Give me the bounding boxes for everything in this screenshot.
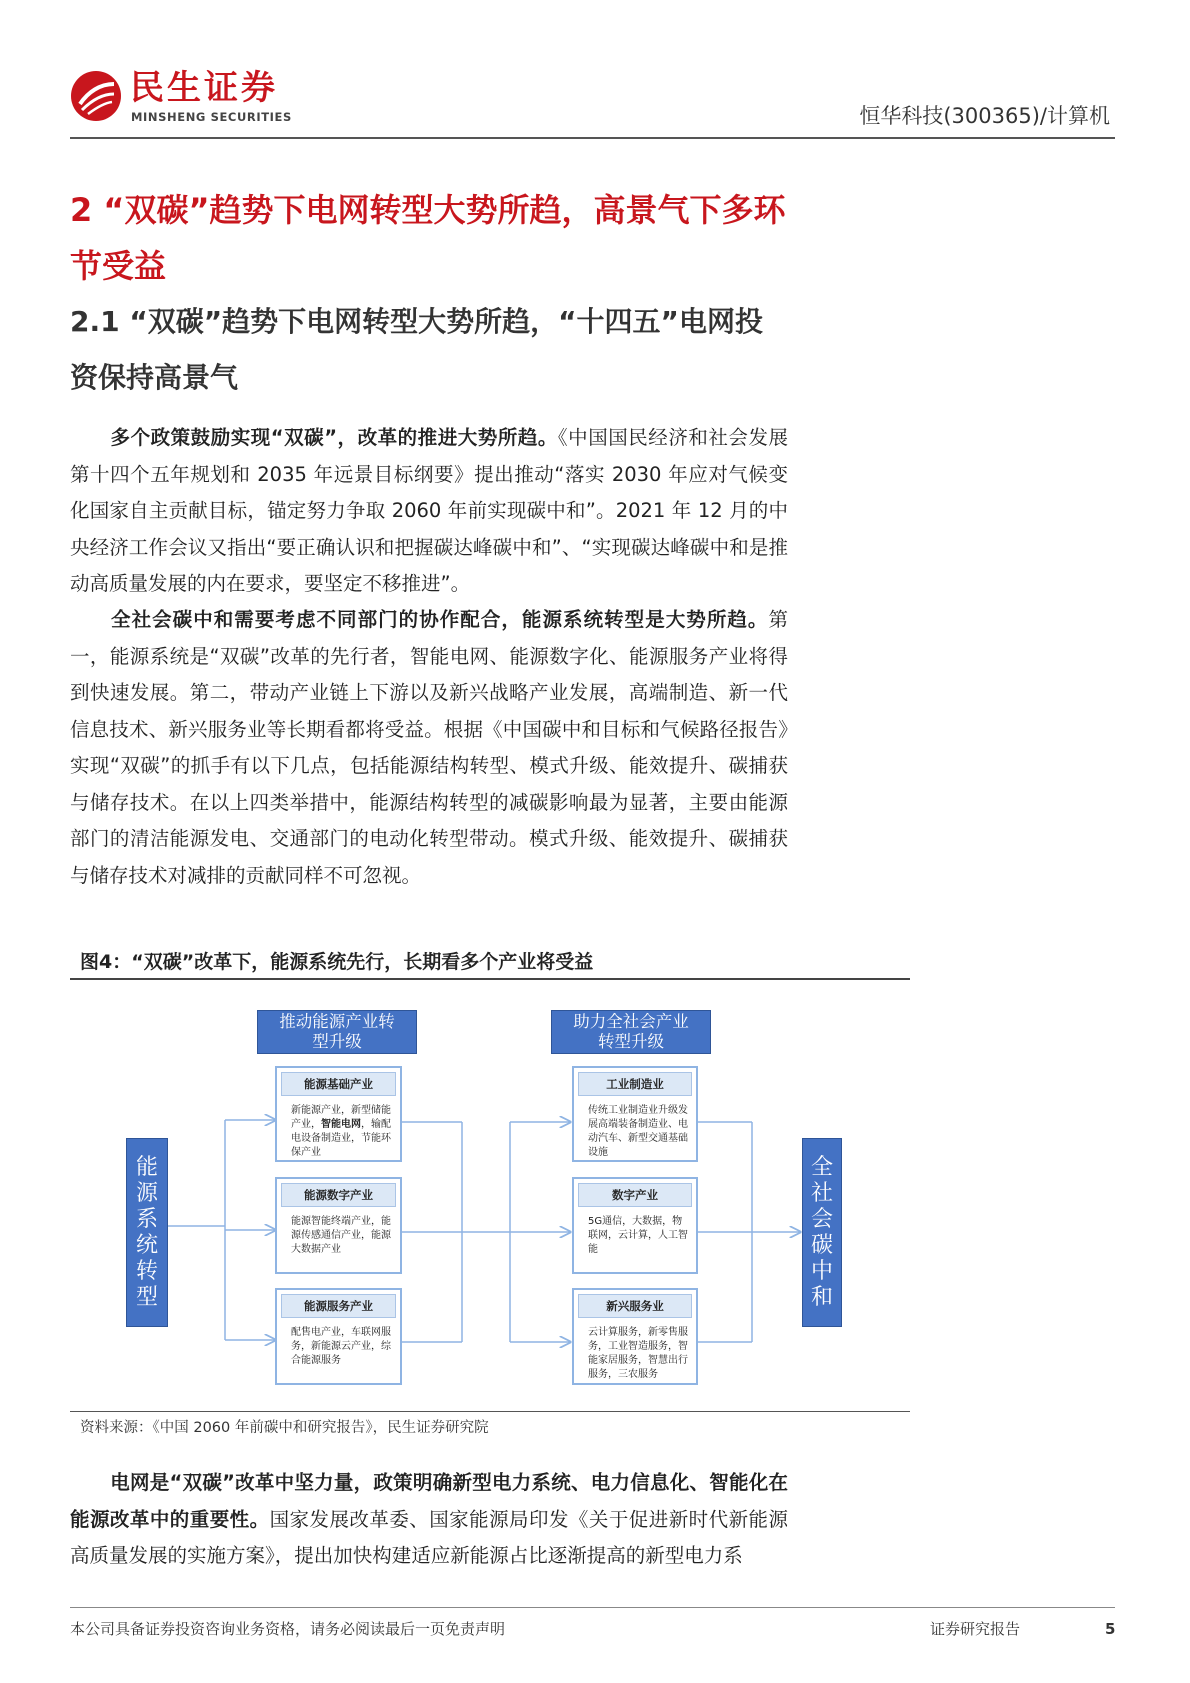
logo-name-en: MINSHENG SECURITIES <box>131 110 292 124</box>
card-energy-service-body: 配售电产业，车联网服务，新能源云产业，综合能源服务 <box>291 1327 391 1366</box>
diagram-right-header-text: 助力全社会产业转型升级 <box>573 1012 689 1051</box>
figure-source: 资料来源：《中国 2060 年前碳中和研究报告》，民生证券研究院 <box>80 1420 489 1436</box>
card-energy-base-body-strong: 智能电网 <box>321 1119 361 1130</box>
subsection-heading-line-2: 资保持高景气 <box>70 361 239 394</box>
page-number: 5 <box>1105 1620 1116 1638</box>
card-digital <box>572 1177 698 1274</box>
card-energy-digital-body: 能源智能终端产业，能源传感通信产业，能源大数据产业 <box>291 1216 391 1255</box>
diagram-left-header <box>257 1010 417 1054</box>
card-emerging-service-title: 新兴服务业 <box>578 1294 692 1318</box>
section-heading-line-1: 2 “双碳”趋势下电网转型大势所趋，高景气下多环 <box>70 191 786 229</box>
card-energy-digital-title: 能源数字产业 <box>281 1183 396 1207</box>
section-heading-line-2: 节受益 <box>70 247 167 285</box>
diagram-right-side-text: 全社会碳中和 <box>810 1154 833 1310</box>
subsection-heading-line-1: 2.1 “双碳”趋势下电网转型大势所趋，“十四五”电网投 <box>70 305 763 338</box>
paragraph-grid-lead: 电网是“双碳”改革中坚力量，政策明确新型电力系统、电力信息化、智能化在能源改革中的重要性。 <box>70 1471 788 1531</box>
paragraph-policy <box>70 420 788 603</box>
paragraph-policy-lead: 多个政策鼓励实现“双碳”，改革的推进大势所趋。 <box>110 426 558 449</box>
card-emerging-service <box>572 1288 698 1385</box>
diagram-left-side-text: 能源系统转型 <box>135 1154 158 1310</box>
card-digital-body: 5G通信，大数据，物联网，云计算，人工智能 <box>588 1216 688 1255</box>
card-industrial-body: 传统工业制造业升级发展高端装备制造业、电动汽车、新型交通基础设施 <box>588 1105 688 1158</box>
diagram-right-side <box>802 1138 842 1327</box>
footer-report-type: 证券研究报告 <box>930 1620 1021 1638</box>
card-energy-digital <box>275 1177 402 1274</box>
paragraph-grid-body: 国家发展改革委、国家能源局印发《关于促进新时代新能源高质量发展的实施方案》，提出加快构建适应新能源占比逐渐提高的新型电力系 <box>70 1507 788 1567</box>
card-energy-base-title: 能源基础产业 <box>281 1072 396 1096</box>
diagram-right-header <box>551 1010 711 1054</box>
card-industrial-title: 工业制造业 <box>578 1072 692 1096</box>
footer-divider <box>70 1607 1115 1608</box>
figure-bottom-rule <box>70 1411 910 1412</box>
paragraph-policy-body: 《中国国民经济和社会发展第十四个五年规划和 2035 年远景目标纲要》提出推动“落实 2030 年应对气候变化国家自主贡献目标，锚定努力争取 2060 年前实现碳中和”。2021 年 12 月的中央经济工作会议又指出“要正确认识和把握碳达峰碳中和”、“实现碳达峰碳中和是推动高质量发展的内在要求，要坚定不移推进”。 <box>70 426 788 595</box>
card-energy-base-body <box>291 1104 392 1160</box>
diagram-left-side <box>126 1138 168 1327</box>
card-digital-title: 数字产业 <box>578 1183 692 1207</box>
figure-title: 图4：“双碳”改革下，能源系统先行，长期看多个产业将受益 <box>80 951 594 973</box>
logo-name-cn: 民生证券 <box>130 68 278 108</box>
minsheng-logo-icon <box>70 70 122 122</box>
card-emerging-service-body: 云计算服务，新零售服务，工业智造服务，智能家居服务，智慧出行服务，三农服务 <box>588 1327 688 1380</box>
card-energy-service <box>275 1288 402 1385</box>
card-energy-base-body-b: ，输配电设备制造业，节能环保产业 <box>291 1119 391 1158</box>
footer-disclaimer: 本公司具备证券投资咨询业务资格，请务必阅读最后一页免责声明 <box>70 1620 506 1638</box>
card-energy-base-body-a: 新能源产业，新型储能产业， <box>291 1105 391 1130</box>
card-energy-base <box>275 1066 402 1162</box>
card-energy-service-title: 能源服务产业 <box>281 1294 396 1318</box>
paragraph-grid <box>70 1465 788 1575</box>
report-subject: 恒华科技(300365)/计算机 <box>859 104 1110 128</box>
header-divider <box>70 137 1115 139</box>
paragraph-energy-lead: 全社会碳中和需要考虑不同部门的协作配合，能源系统转型是大势所趋。 <box>110 608 769 631</box>
paragraph-energy-body: 第一，能源系统是“双碳”改革的先行者，智能电网、能源数字化、能源服务产业将得到快速发展。第二，带动产业链上下游以及新兴战略产业发展，高端制造、新一代信息技术、新兴服务业等长期看都将受益。根据《中国碳中和目标和气候路径报告》实现“双碳”的抓手有以下几点，包括能源结构转型、模式升级、能效提升、碳捕获与储存技术。在以上四类举措中，能源结构转型的减碳影响最为显著，主要由能源部门的清洁能源发电、交通部门的电动化转型带动。模式升级、能效提升、碳捕获与储存技术对减排的贡献同样不可忽视。 <box>70 608 788 887</box>
paragraph-energy-transition <box>70 602 788 894</box>
figure-top-rule <box>70 978 910 980</box>
diagram-left-header-text: 推动能源产业转型升级 <box>279 1012 395 1051</box>
card-industrial <box>572 1066 698 1162</box>
